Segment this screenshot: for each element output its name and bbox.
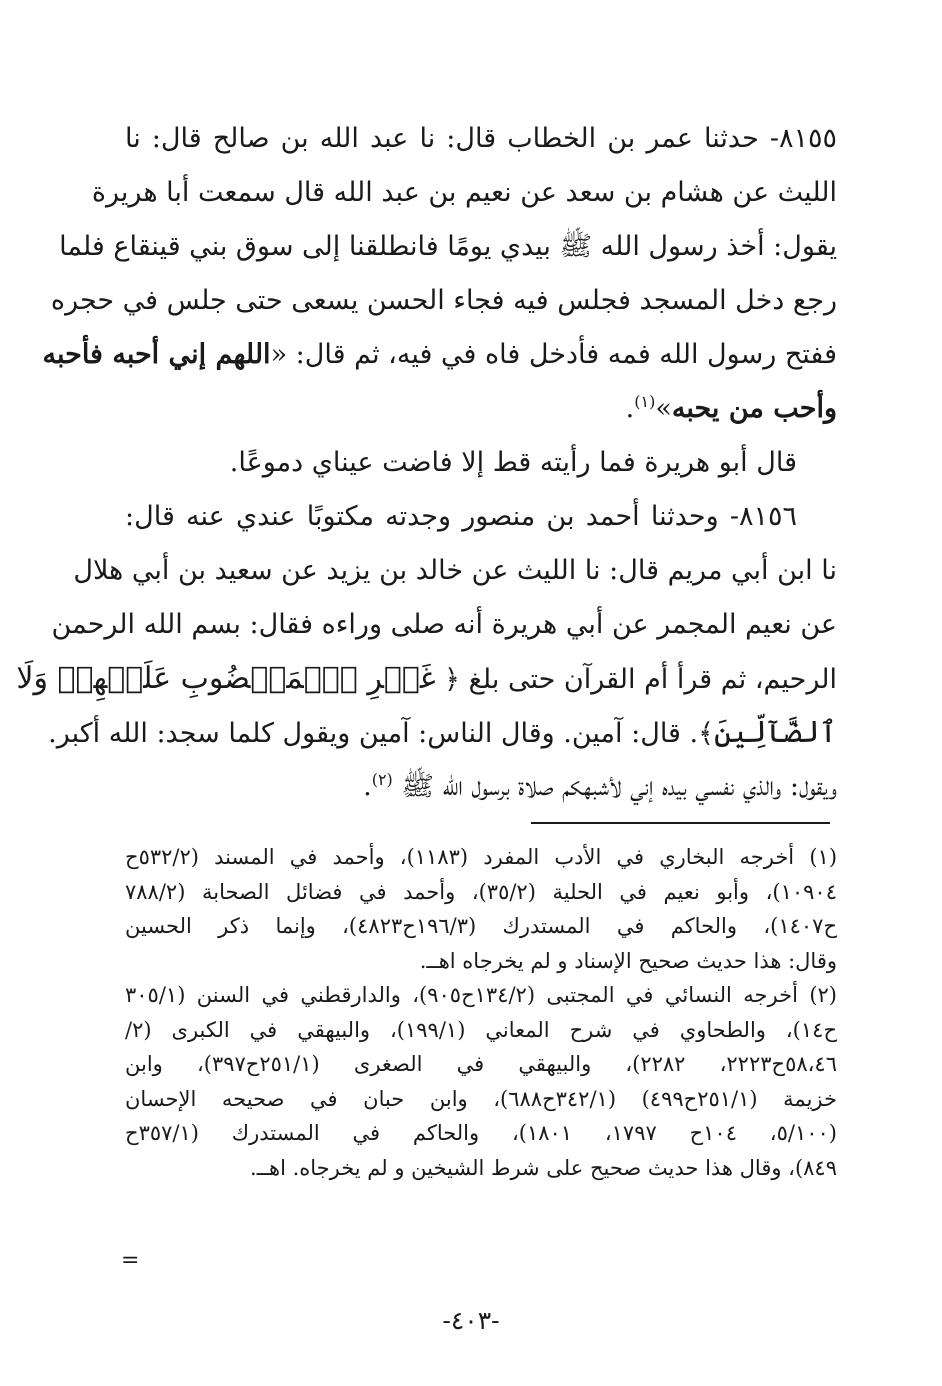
text-line: يقول: أخذ رسول الله ﷺ بيدي يومًا فانطلقنا إلى سوق بني قينقاع فلما xyxy=(59,231,837,262)
footnote-line: وقال: هذا حديث صحيح الإسناد و لم يخرجاه اهــ. xyxy=(419,948,837,973)
text-line: ٨١٥٥- حدثنا عمر بن الخطاب قال: نا عبد الله بن صالح قال: نا xyxy=(125,123,837,154)
footnote-line: خزيمة (٢٥١/١ح٤٩٩) (٣٤٢/١ح٦٨٨)، وابن حبان في صحيحه الإحسان xyxy=(125,1086,837,1111)
text-line xyxy=(42,328,837,382)
bold-quote: اللهم إني أحبه فأحبه xyxy=(42,339,271,370)
text-line: نا ابن أبي مريم قال: نا الليث عن خالد بن يزيد عن سعيد بن أبي هلال xyxy=(73,555,837,586)
footnote-line: ١٠٩٠٤)، وأبو نعيم في الحلية (٣٥/٢)، وأحمد في فضائل الصحابة (٧٨٨/٢ xyxy=(125,879,837,904)
text-fragment: و xyxy=(823,393,837,424)
hadith-text xyxy=(16,112,837,814)
footnote-marker: (٢) xyxy=(371,770,393,789)
text-line: ٨١٥٦- وحدثنا أحمد بن منصور وجدته مكتوبًا عندي عنه قال: xyxy=(125,501,797,532)
text-line xyxy=(125,760,837,814)
bold-quote: أحب من يحبه xyxy=(671,393,824,424)
text-line: رجع دخل المسجد فجلس فيه فجاء الحسن يسعى حتى جلس في حجره xyxy=(50,285,837,316)
quran-verse: غَيۡرِ ٱلۡمَغۡضُوبِ عَلَيۡهِمۡ وَلَا xyxy=(16,661,436,696)
quote-close: » xyxy=(655,393,672,424)
footnote-line: ٨٤٩)، وقال هذا حديث صحيح على شرط الشيخين و لم يخرجاه. اهــ. xyxy=(250,1155,837,1180)
footnote-separator xyxy=(531,822,830,824)
text-line xyxy=(125,382,837,436)
text-fragment: ففتح رسول الله فمه فأدخل فاه في فيه، ثم قال: « xyxy=(270,339,837,370)
period: . xyxy=(625,393,635,424)
text-line: عن نعيم المجمر عن أبي هريرة أنه صلى وراءه فقال: بسم الله الرحمن xyxy=(51,609,837,640)
footnote-marker: (١) xyxy=(634,392,656,411)
text-fragment: ويقول: والذي نفسي بيده إني لأشبهكم صلاة برسول الله ﷺ xyxy=(392,771,837,802)
footnote-line: (٥/١٠٠، ١٠٤ح ١٧٩٧، ١٨٠١)، والحاكم في المستدرك (٣٥٧/١ح xyxy=(125,1121,837,1145)
footnote-line: (٢) أخرجه النسائي في المجتبى (١٣٤/٢ح٩٠٥)، والدارقطني في السنن (٣٠٥/١ xyxy=(125,983,837,1007)
footnote-line: ٥٨،٤٦ح٢٢٢٣، ٢٢٨٢)، والبيهقي في الصغرى (٢٥١/١ح٣٩٧)، وابن xyxy=(125,1052,837,1076)
text-fragment: الرحيم، ثم قرأ أم القرآن حتى بلغ ﴿ xyxy=(435,664,837,695)
continuation-mark: = xyxy=(121,1248,140,1273)
footnote-line: ح١٤)، والطحاوي في شرح المعاني (١٩٩/١)، والبيهقي في الكبرى (٢/ xyxy=(125,1017,837,1042)
text-line: الليث عن هشام بن سعد عن نعيم بن عبد الله قال سمعت أبا هريرة xyxy=(91,177,837,208)
quran-verse-end: ٱلضَّآلِّينَ xyxy=(713,715,837,750)
text-line xyxy=(48,706,837,760)
footnote-line: ح١٤٠٧)، والحاكم في المستدرك (١٩٦/٣ح٤٨٢٣)، وإنما ذكر الحسين xyxy=(125,914,837,938)
footnote-line: (١) أخرجه البخاري في الأدب المفرد (١١٨٣)، وأحمد في المسند (٥٣٢/٢ح xyxy=(125,845,838,869)
text-line: قال أبو هريرة فما رأيته قط إلا فاضت عيناي دموعًا. xyxy=(229,447,797,478)
period: . xyxy=(363,771,372,802)
text-fragment: ﴾. قال: آمين. وقال الناس: آمين ويقول كلما سجد: الله أكبر. xyxy=(48,718,714,749)
text-line xyxy=(16,652,837,706)
page-number: -٤٠٣- xyxy=(442,1306,500,1335)
footnotes xyxy=(125,840,837,1185)
